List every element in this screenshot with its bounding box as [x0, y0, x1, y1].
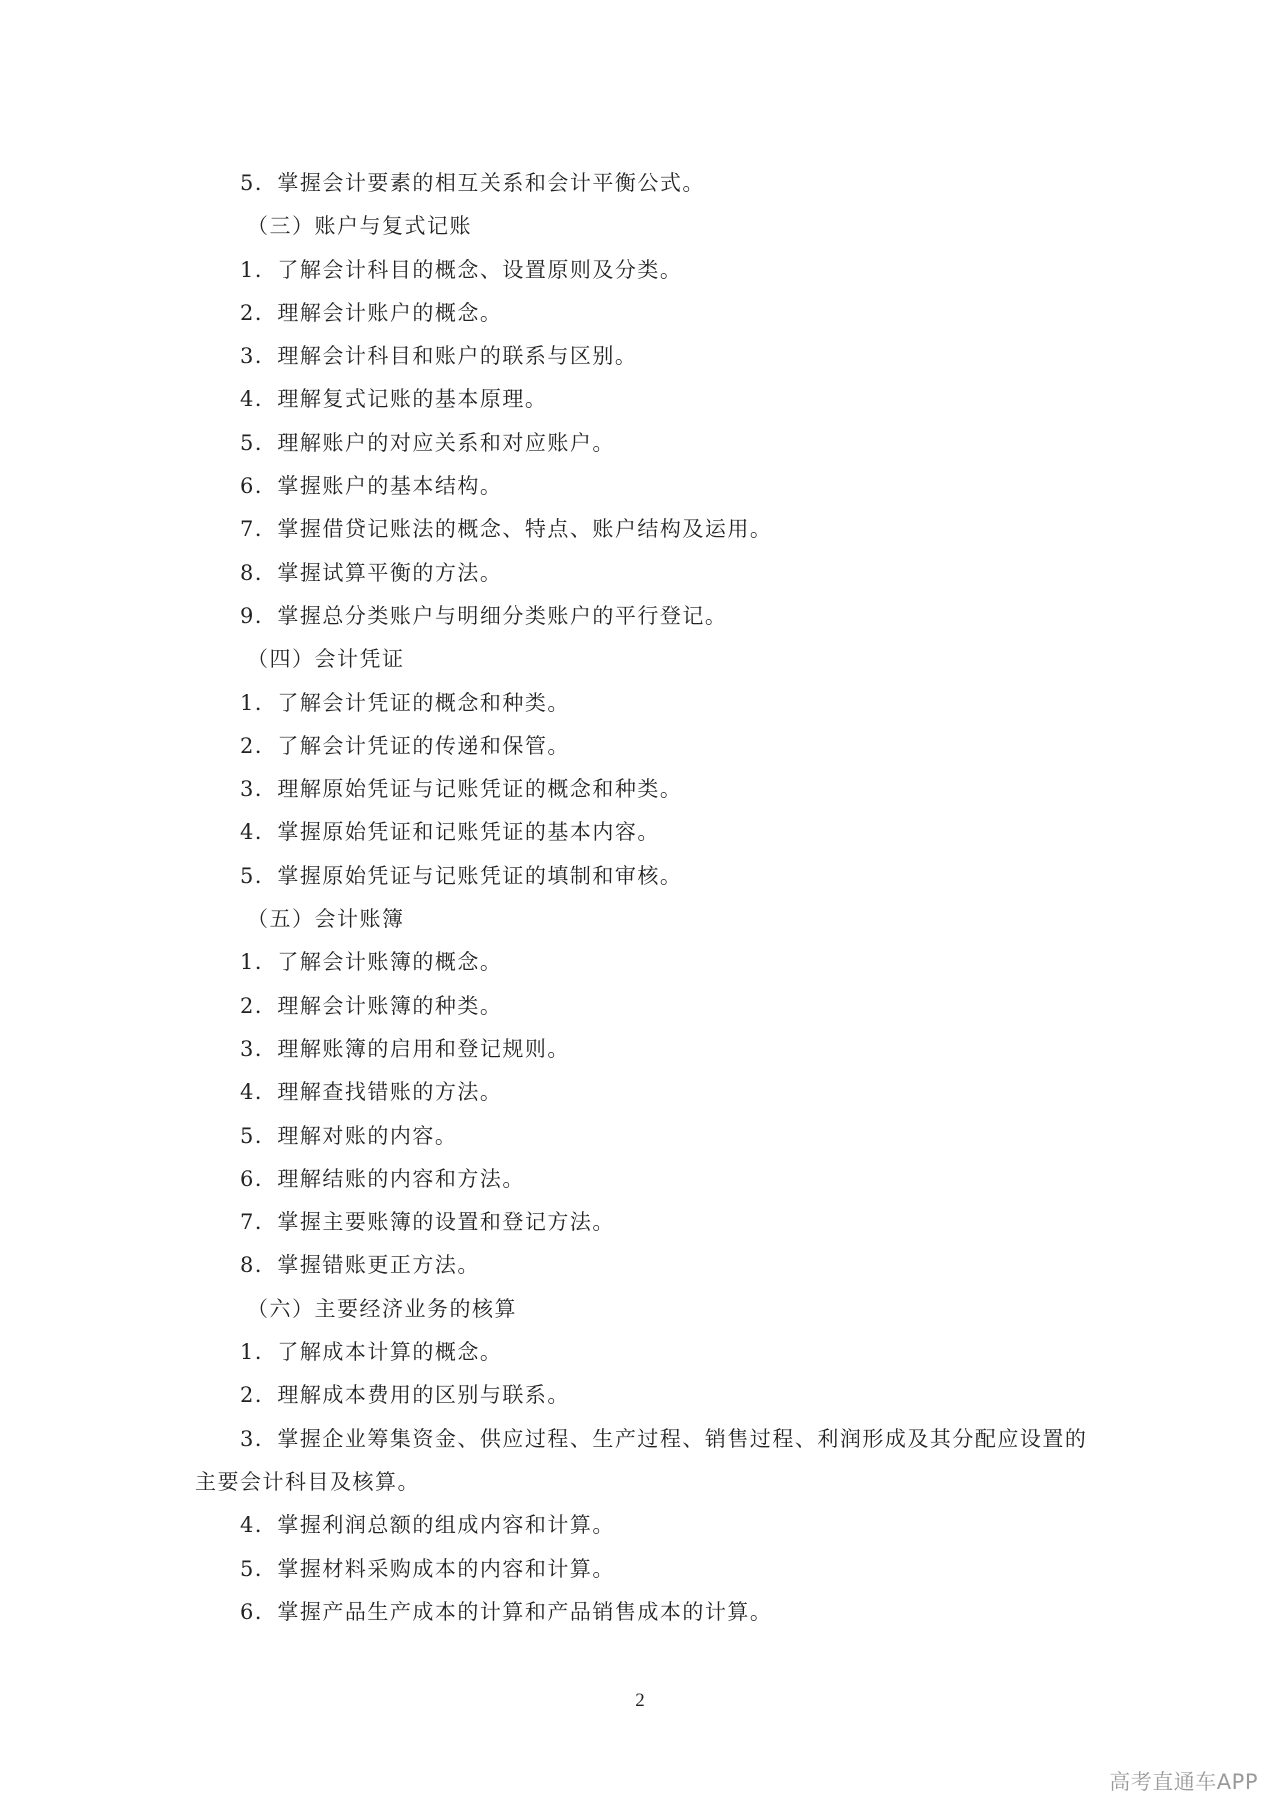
- list-item: 4．掌握利润总额的组成内容和计算。: [240, 1513, 615, 1538]
- list-item: 5．掌握材料采购成本的内容和计算。: [240, 1556, 615, 1581]
- list-item: 1．了解会计科目的概念、设置原则及分类。: [240, 257, 683, 282]
- section-heading: （五）会计账簿: [247, 907, 405, 932]
- section-heading: （六）主要经济业务的核算: [247, 1296, 517, 1321]
- list-item: 8．掌握错账更正方法。: [240, 1253, 480, 1278]
- list-item: 2．了解会计凭证的传递和保管。: [240, 733, 570, 758]
- list-item: 5．理解对账的内容。: [240, 1123, 458, 1148]
- list-item: 1．了解会计凭证的概念和种类。: [240, 690, 570, 715]
- list-item: 5．理解账户的对应关系和对应账户。: [240, 430, 615, 455]
- list-item: 2．理解会计账簿的种类。: [240, 993, 503, 1018]
- watermark: 高考直通车APP: [1109, 1770, 1258, 1794]
- list-item: 1．了解会计账簿的概念。: [240, 950, 503, 975]
- list-item: 4．理解复式记账的基本原理。: [240, 387, 548, 412]
- section-heading: （三）账户与复式记账: [247, 214, 472, 239]
- list-item: 3．理解原始凭证与记账凭证的概念和种类。: [240, 777, 683, 802]
- list-item: 3．理解会计科目和账户的联系与区别。: [240, 344, 638, 369]
- list-item: 7．掌握主要账簿的设置和登记方法。: [240, 1210, 615, 1235]
- list-item: 9．掌握总分类账户与明细分类账户的平行登记。: [240, 603, 728, 628]
- list-item: 7．掌握借贷记账法的概念、特点、账户结构及运用。: [240, 517, 773, 542]
- list-item: 1．了解成本计算的概念。: [240, 1340, 503, 1365]
- list-item: 4．掌握原始凭证和记账凭证的基本内容。: [240, 820, 660, 845]
- list-item: 5．掌握会计要素的相互关系和会计平衡公式。: [240, 171, 705, 195]
- list-item: 4．理解查找错账的方法。: [240, 1080, 503, 1105]
- document-body: [195, 162, 1095, 1634]
- list-item: 6．掌握账户的基本结构。: [240, 474, 503, 499]
- list-item: 8．掌握试算平衡的方法。: [240, 560, 503, 585]
- list-item: 3．理解账簿的启用和登记规则。: [240, 1036, 570, 1061]
- section-heading: （四）会计凭证: [247, 647, 405, 672]
- paragraph-item: 3．掌握企业筹集资金、供应过程、生产过程、销售过程、利润形成及其分配应设置的主要会计科目及核算。: [195, 1426, 1088, 1494]
- list-item: 6．掌握产品生产成本的计算和产品销售成本的计算。: [240, 1599, 773, 1624]
- list-item: 5．掌握原始凭证与记账凭证的填制和审核。: [240, 863, 683, 888]
- list-item: 2．理解会计账户的概念。: [240, 300, 503, 325]
- list-item: 2．理解成本费用的区别与联系。: [240, 1383, 570, 1408]
- list-item: 6．理解结账的内容和方法。: [240, 1166, 525, 1191]
- page-number: 2: [635, 1690, 645, 1711]
